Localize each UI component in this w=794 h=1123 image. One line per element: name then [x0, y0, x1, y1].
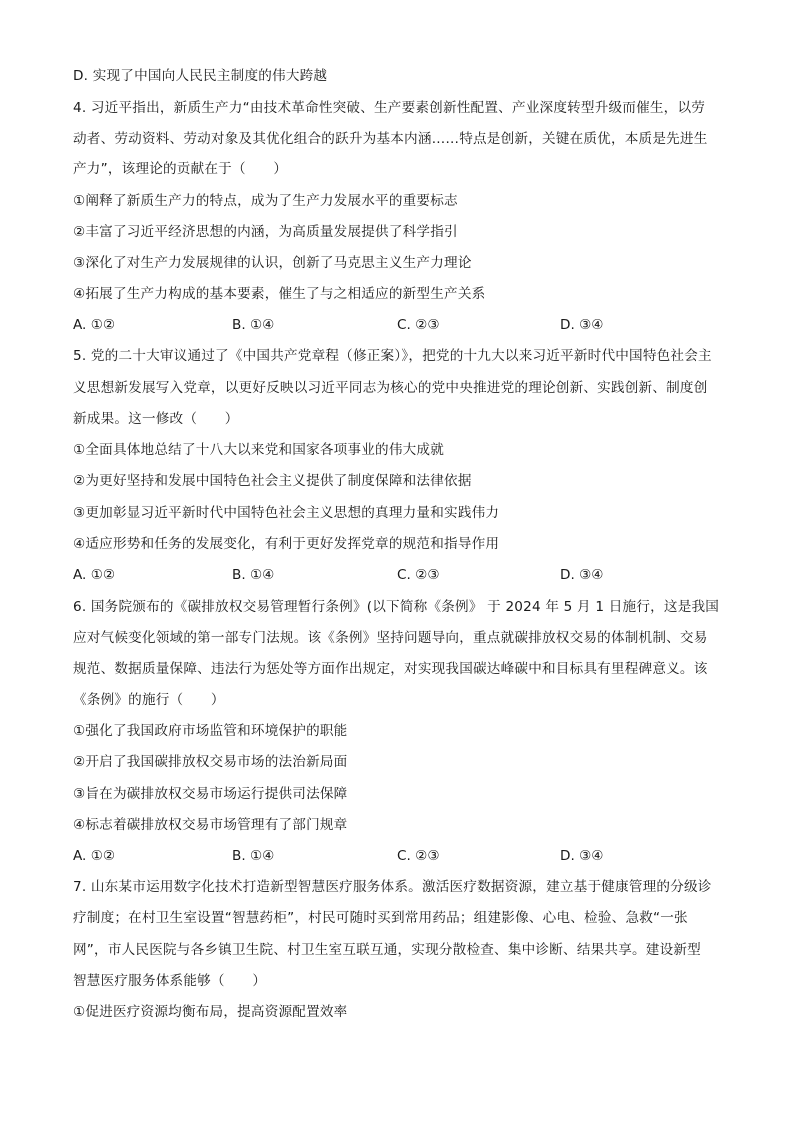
q6-stem-line-1: 6. 国务院颁布的《碳排放权交易管理暂行条例》(以下简称《条例》 于 2024 年 5 月 1 日施行，这是我国	[73, 599, 720, 615]
q7-stem-line-4: 智慧医疗服务体系能够（ ）	[73, 973, 267, 989]
q4-statement-4: ④拓展了生产力构成的基本要素，催生了与之相适应的新型生产关系	[73, 286, 486, 302]
q5-option-b: B. ①④	[232, 567, 275, 583]
q4-statement-2: ②丰富了习近平经济思想的内涵，为高质量发展提供了科学指引	[73, 224, 458, 240]
q4-stem-line-1: 4. 习近平指出，新质生产力“由技术革命性突破、生产要素创新性配置、产业深度转型升级而催生，以劳	[73, 100, 706, 116]
q6-option-a: A. ①②	[73, 848, 116, 864]
q5-option-c: C. ②③	[397, 567, 440, 583]
q4-statement-3: ③深化了对生产力发展规律的认识，创新了马克思主义生产力理论	[73, 255, 472, 271]
option-d-previous: D. 实现了中国向人民民主制度的伟大跨越	[73, 68, 328, 84]
q6-statement-1: ①强化了我国政府市场监管和环境保护的职能	[73, 723, 348, 739]
q6-option-c: C. ②③	[397, 848, 440, 864]
q4-options	[73, 316, 733, 334]
q5-stem-line-3: 新成果。这一修改（ ）	[73, 411, 239, 427]
q4-option-a: A. ①②	[73, 317, 116, 333]
q6-option-d: D. ③④	[560, 848, 604, 864]
q4-stem-line-2: 动者、劳动资料、劳动对象及其优化组合的跃升为基本内涵……特点是创新，关键在质优，本质是先进生	[73, 131, 708, 147]
q4-stem-line-3: 产力”，该理论的贡献在于（ ）	[73, 161, 288, 177]
q6-stem-line-3: 规范、数据质量保障、违法行为惩处等方面作出规定，对实现我国碳达峰碳中和目标具有里程碑意义。该	[73, 661, 708, 677]
q6-statement-4: ④标志着碳排放权交易市场管理有了部门规章	[73, 817, 348, 833]
q5-options	[73, 566, 733, 584]
q5-statement-3: ③更加彰显习近平新时代中国特色社会主义思想的真理力量和实践伟力	[73, 505, 500, 521]
q6-stem-line-4: 《条例》的施行（ ）	[73, 692, 225, 708]
q5-statement-2: ②为更好坚持和发展中国特色社会主义提供了制度保障和法律依据	[73, 473, 472, 489]
q5-option-d: D. ③④	[560, 567, 604, 583]
q6-statement-3: ③旨在为碳排放权交易市场运行提供司法保障	[73, 786, 348, 802]
q7-stem-line-2: 疗制度；在村卫生室设置“智慧药柜”，村民可随时买到常用药品；组建影像、心电、检验、急救“一张	[73, 910, 688, 926]
q4-option-c: C. ②③	[397, 317, 440, 333]
q6-options	[73, 847, 733, 865]
q5-statement-1: ①全面具体地总结了十八大以来党和国家各项事业的伟大成就	[73, 442, 445, 458]
q4-option-b: B. ①④	[232, 317, 275, 333]
q7-stem-line-3: 网”，市人民医院与各乡镇卫生院、村卫生室互联互通，实现分散检查、集中诊断、结果共享。建设新型	[73, 942, 701, 958]
q4-statement-1: ①阐释了新质生产力的特点，成为了生产力发展水平的重要标志	[73, 193, 458, 209]
q5-stem-line-1: 5. 党的二十大审议通过了《中国共产党章程（修正案）》，把党的十九大以来习近平新时代中国特色社会主	[73, 348, 712, 364]
q7-stem-line-1: 7. 山东某市运用数字化技术打造新型智慧医疗服务体系。激活医疗数据资源，建立基于健康管理的分级诊	[73, 879, 712, 895]
q5-statement-4: ④适应形势和任务的发展变化，有利于更好发挥党章的规范和指导作用	[73, 536, 500, 552]
q4-option-d: D. ③④	[560, 317, 604, 333]
q5-stem-line-2: 义思想新发展写入党章，以更好反映以习近平同志为核心的党中央推进党的理论创新、实践创新、制度创	[73, 380, 708, 396]
q5-option-a: A. ①②	[73, 567, 116, 583]
q7-statement-1: ①促进医疗资源均衡布局，提高资源配置效率	[73, 1004, 348, 1020]
q6-option-b: B. ①④	[232, 848, 275, 864]
q6-stem-line-2: 应对气候变化领域的第一部专门法规。该《条例》坚持问题导向，重点就碳排放权交易的体制机制、交易	[73, 630, 708, 646]
q6-statement-2: ②开启了我国碳排放权交易市场的法治新局面	[73, 754, 348, 770]
